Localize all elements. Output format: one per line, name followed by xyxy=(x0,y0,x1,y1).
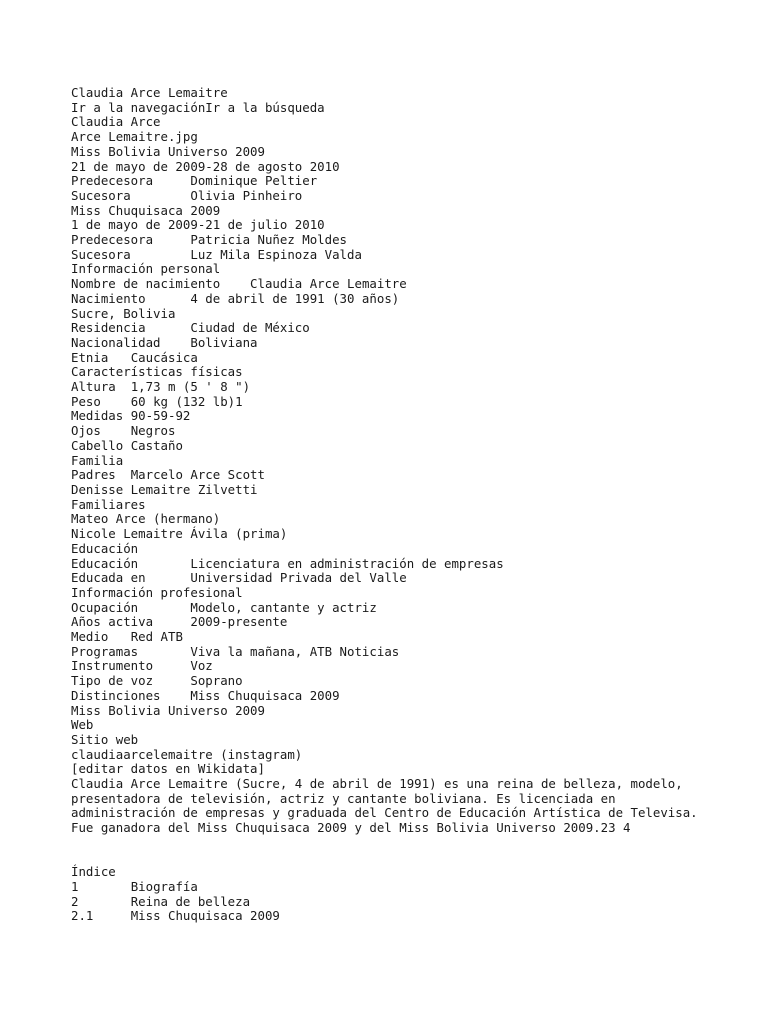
infobox-line: Cabello Castaño xyxy=(71,437,183,453)
infobox-line: Padres Marcelo Arce Scott xyxy=(71,467,265,483)
infobox-name: Claudia Arce xyxy=(71,114,161,130)
infobox-section-heading: Información profesional xyxy=(71,584,243,600)
infobox-line: Mateo Arce (hermano) xyxy=(71,511,221,527)
infobox-line: Tipo de voz Soprano xyxy=(71,673,243,689)
infobox-line: 21 de mayo de 2009-28 de agosto 2010 xyxy=(71,158,340,174)
infobox-line: Años activa 2009-presente xyxy=(71,614,288,630)
intro-paragraph: Claudia Arce Lemaitre (Sucre, 4 de abril de 1991) es una reina de belleza, modelo, presentadora de televisión, actriz y cantante boliviana. Es licenciada en administración de empresas y graduada del Centro de Educación Artística de Televisa. Fue ganadora del Miss Chuquisaca 2009 y del Miss Bolivia Universo 2009.23 4 xyxy=(71,776,698,836)
toc-item: 2 Reina de belleza xyxy=(71,893,251,909)
infobox-line: Medio Red ATB xyxy=(71,629,183,645)
infobox-line: Peso 60 kg (132 lb)1 xyxy=(71,393,243,409)
document-page xyxy=(71,86,711,924)
infobox-line: Medidas 90-59-92 xyxy=(71,408,191,424)
infobox-line: Programas Viva la mañana, ATB Noticias xyxy=(71,643,400,659)
edit-wikidata-link: [editar datos en Wikidata] xyxy=(71,761,265,777)
infobox-line: Denisse Lemaitre Zilvetti xyxy=(71,481,258,497)
infobox-section-heading: Información personal xyxy=(71,261,221,277)
infobox-section-heading: Familia xyxy=(71,452,124,468)
infobox-line: claudiaarcelemaitre (instagram) xyxy=(71,746,303,762)
infobox-line: Miss Bolivia Universo 2009 xyxy=(71,143,265,159)
infobox-line: Sucesora Olivia Pinheiro xyxy=(71,187,303,203)
infobox-line: Miss Chuquisaca 2009 xyxy=(71,202,221,218)
skip-links: Ir a la navegaciónIr a la búsqueda xyxy=(71,99,325,115)
infobox-line: Predecesora Patricia Nuñez Moldes xyxy=(71,232,348,248)
infobox-image-caption: Arce Lemaitre.jpg xyxy=(71,129,198,145)
infobox-line: Nacionalidad Boliviana xyxy=(71,334,258,350)
infobox-text xyxy=(71,86,711,777)
infobox-line: Etnia Caucásica xyxy=(71,349,198,365)
infobox-line: Instrumento Voz xyxy=(71,658,213,674)
article-title: Claudia Arce Lemaitre xyxy=(71,85,228,100)
infobox-line: Nicole Lemaitre Ávila (prima) xyxy=(71,526,288,542)
toc-title: Índice xyxy=(71,864,116,880)
infobox-line: Sucre, Bolivia xyxy=(71,305,176,321)
toc-item: 1 Biografía xyxy=(71,878,198,894)
infobox-line: Educación Licenciatura en administración de empresas xyxy=(71,555,504,571)
infobox-line: Sucesora Luz Mila Espinoza Valda xyxy=(71,246,362,262)
infobox-section-heading: Educación xyxy=(71,540,139,556)
infobox-line: Altura 1,73 m (5 ' 8 ") xyxy=(71,379,251,395)
infobox-section-heading: Características físicas xyxy=(71,364,243,380)
infobox-line: Sitio web xyxy=(71,731,139,747)
toc-item: 2.1 Miss Chuquisaca 2009 xyxy=(71,908,280,924)
infobox-line: Distinciones Miss Chuquisaca 2009 xyxy=(71,687,340,703)
infobox-line: Ojos Negros xyxy=(71,423,176,439)
infobox-line: Educada en Universidad Privada del Valle xyxy=(71,570,407,586)
infobox-section-heading: Web xyxy=(71,717,94,733)
infobox-line: Nombre de nacimiento Claudia Arce Lemaitre xyxy=(71,276,407,292)
spacer xyxy=(71,836,711,865)
infobox-line: Nacimiento 4 de abril de 1991 (30 años) xyxy=(71,290,400,306)
infobox-line: Miss Bolivia Universo 2009 xyxy=(71,702,265,718)
infobox-line: Familiares xyxy=(71,496,146,512)
infobox-line: 1 de mayo de 2009-21 de julio 2010 xyxy=(71,217,325,233)
infobox-line: Residencia Ciudad de México xyxy=(71,320,310,336)
infobox-line: Predecesora Dominique Peltier xyxy=(71,173,318,189)
infobox-line: Ocupación Modelo, cantante y actriz xyxy=(71,599,377,615)
table-of-contents xyxy=(71,865,711,924)
